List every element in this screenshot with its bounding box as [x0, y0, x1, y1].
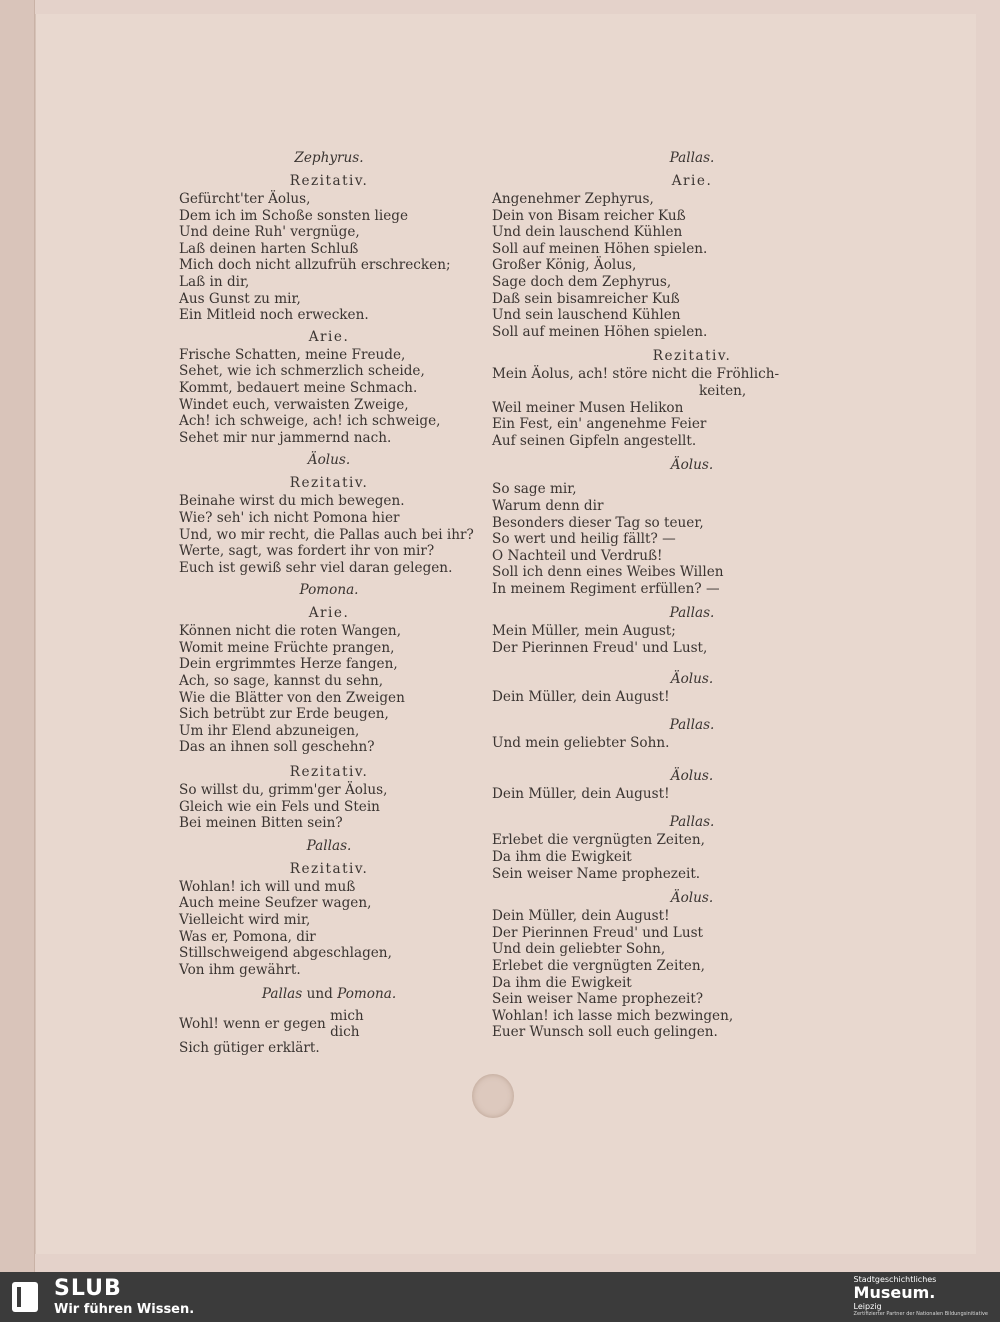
speaker-pallas: Pallas. [669, 717, 715, 734]
verse-line: Gefürcht'ter Äolus, [179, 191, 311, 207]
verse-line: Können nicht die roten Wangen, [179, 623, 402, 640]
verse-line: Erlebet die vergnügten Zeiten, [492, 832, 705, 849]
speaker-zephyrus: Zephyrus. [294, 150, 364, 166]
verse-line: Wie? seh' ich nicht Pomona hier [179, 509, 400, 526]
verse-line: Laß in dir, [179, 273, 250, 290]
verse-line: Mich doch nicht allzufrüh erschrecken; [179, 257, 451, 274]
verse-block [179, 879, 479, 979]
verse-line: Angenehmer Zephyrus, [492, 191, 654, 207]
verse-line: Wohlan! ich will und muß [179, 878, 356, 895]
verse-line: Und, wo mir recht, die Pallas auch bei ihr? [179, 526, 474, 543]
speaker-aeolus: Äolus. [670, 457, 714, 474]
right-column [492, 144, 812, 1041]
pronoun-options [330, 1008, 364, 1040]
verse-line: So willst du, grimm'ger Äolus, [179, 782, 388, 799]
verse-line: Der Pierinnen Freud' und Lust, [492, 640, 708, 657]
verse-line: Daß sein bisamreicher Kuß [492, 290, 680, 307]
verse-line: Aus Gunst zu mir, [179, 290, 301, 307]
slub-tagline: Wir führen Wissen. [54, 1302, 195, 1317]
embossed-seal [472, 1074, 514, 1118]
verse-line: Dem ich im Schoße sonsten liege [179, 207, 409, 224]
slub-brand[interactable]: SLUB [54, 1276, 122, 1301]
verse-line: Besonders dieser Tag so teuer, [492, 514, 704, 531]
speaker-aeolus: Äolus. [670, 767, 714, 784]
verse-line: Und dein geliebter Sohn, [492, 941, 666, 958]
verse-line: Von ihm gewährt. [179, 961, 301, 978]
verse-line: Sich gütiger erklärt. [179, 1040, 320, 1057]
option-mich: mich [330, 1008, 364, 1025]
verse-line: Da ihm die Ewigkeit [492, 974, 632, 991]
verse-block [179, 782, 479, 832]
verse-line: Um ihr Elend abzuneigen, [179, 722, 360, 739]
verse-block [492, 623, 812, 656]
verse-line: Ach! ich schweige, ach! ich schweige, [179, 413, 441, 430]
verse-line: Dein Müller, dein August! [492, 688, 670, 705]
verse-block [492, 832, 812, 882]
speaker-pomona: Pomona. [337, 986, 397, 1003]
verse-line: Sich betrübt zur Erde beugen, [179, 706, 389, 723]
verse-line: Sein weiser Name prophezeit? [492, 991, 704, 1008]
verse-line-continuation: keiten, [699, 382, 747, 399]
verse-line: Dein Müller, dein August! [492, 785, 670, 802]
verse-block [179, 191, 479, 324]
duet-line-with-options [179, 1008, 479, 1040]
option-dich: dich [330, 1024, 360, 1041]
verse-line: Wohlan! ich lasse mich bezwingen, [492, 1007, 734, 1024]
verse-line: Soll ich denn eines Weibes Willen [492, 564, 724, 581]
verse-block [492, 481, 812, 597]
museum-note: Zertifizierter Partner der Nationalen Bildungsinitiative [853, 1311, 988, 1317]
verse-line: Auf seinen Gipfeln angestellt. [492, 432, 697, 449]
museum-city: Leipzig [853, 1302, 882, 1311]
verse-line: Soll auf meinen Höhen spielen. [492, 323, 708, 340]
verse-line: Ein Fest, ein' angenehme Feier [492, 416, 707, 433]
verse-block [179, 623, 479, 756]
museum-top-line: Stadtgeschichtliches [853, 1275, 937, 1284]
verse-line: Mein Müller, mein August; [492, 623, 676, 640]
verse-line: Und sein lauschend Kühlen [492, 307, 681, 324]
verse-line: Dein ergrimmtes Herze fangen, [179, 656, 398, 673]
verse-line: In meinem Regiment erfüllen? — [492, 580, 720, 597]
verse-line: Dein Müller, dein August! [492, 908, 670, 925]
verse-line: Mein Äolus, ach! störe nicht die Fröhlich- [492, 366, 780, 383]
verse-line: Ach, so sage, kannst du sehn, [179, 673, 384, 690]
verse-line: Und deine Ruh' vergnüge, [179, 224, 360, 241]
verse-line: Stillschweigend abgeschlagen, [179, 945, 392, 962]
verse-line: Sage doch dem Zephyrus, [492, 273, 672, 290]
speaker-pallas: Pallas. [669, 605, 715, 622]
footer-bar [0, 1272, 1000, 1322]
previous-page-edge [0, 0, 35, 1272]
verse-line: Gleich wie ein Fels und Stein [179, 798, 380, 815]
verse-block [492, 908, 812, 1041]
verse-line: Auch meine Seufzer wagen, [179, 895, 372, 912]
verse-line: Das an ihnen soll geschehn? [179, 739, 375, 756]
speaker-duet [179, 984, 479, 1004]
verse-line: Vielleicht wird mir, [179, 912, 311, 928]
museum-logo[interactable] [854, 1275, 988, 1317]
verse-line: Sehet mir nur jammernd nach. [179, 429, 392, 446]
verse-line: Ein Mitleid noch erwecken. [179, 307, 369, 324]
speaker-aeolus: Äolus. [670, 670, 714, 687]
section-arie: Arie. [671, 173, 713, 189]
verse-line: Weil meiner Musen Helikon [492, 399, 684, 416]
verse-line: O Nachteil und Verdruß! [492, 547, 663, 564]
verse-line: Bei meinen Bitten sein? [179, 815, 343, 832]
verse-line: Frische Schatten, meine Freude, [179, 346, 406, 363]
section-rezitativ: Rezitativ. [289, 475, 369, 492]
verse-line: Soll auf meinen Höhen spielen. [492, 240, 708, 257]
speaker-pallas: Pallas [261, 986, 303, 1003]
verse-line: Kommt, bedauert meine Schmach. [179, 379, 418, 396]
museum-name: Museum. [853, 1283, 936, 1302]
section-rezitativ: Rezitativ. [652, 348, 732, 365]
verse-line: Was er, Pomona, dir [179, 928, 316, 945]
verse-line: Und dein lauschend Kühlen [492, 224, 683, 241]
verse-line: Sein weiser Name prophezeit. [492, 865, 701, 882]
verse-line: Warum denn dir [492, 497, 604, 514]
speaker-aeolus: Äolus. [670, 890, 714, 907]
verse-line: Sehet, wie ich schmerzlich scheide, [179, 363, 425, 380]
slub-logo-icon [12, 1282, 38, 1312]
verse-line: Großer König, Äolus, [492, 257, 637, 274]
verse-block [179, 493, 479, 576]
verse-line: Beinahe wirst du mich bewegen. [179, 493, 405, 510]
verse-line: So sage mir, [492, 481, 577, 498]
section-arie: Arie. [308, 328, 350, 345]
section-rezitativ: Rezitativ. [289, 860, 369, 877]
verse-line: So wert und heilig fällt? — [492, 531, 676, 548]
section-rezitativ: Rezitativ. [289, 173, 369, 189]
speaker-pallas: Pallas. [669, 814, 715, 831]
verse-line: Euch ist gewiß sehr viel daran gelegen. [179, 559, 453, 576]
speaker-aeolus: Äolus. [307, 452, 351, 469]
verse-line: Windet euch, verwaisten Zweige, [179, 396, 409, 413]
verse-line: Und mein geliebter Sohn. [492, 735, 670, 752]
speaker-pomona: Pomona. [299, 582, 359, 599]
verse-line: Euer Wunsch soll euch gelingen. [492, 1024, 718, 1041]
verse-block [492, 191, 812, 340]
verse-line: Wie die Blätter von den Zweigen [179, 689, 405, 706]
verse-line: Erlebet die vergnügten Zeiten, [492, 958, 705, 974]
section-rezitativ: Rezitativ. [289, 764, 369, 781]
verse-line: Dein von Bisam reicher Kuß [492, 207, 686, 224]
speaker-pallas: Pallas. [306, 837, 352, 854]
verse-line: Laß deinen harten Schluß [179, 240, 359, 257]
verse-line: Der Pierinnen Freud' und Lust [492, 924, 704, 941]
left-column [179, 144, 479, 1057]
verse-line: Wohl! wenn er gegen [179, 1016, 326, 1033]
conjunction: und [306, 986, 333, 1003]
verse-line: Womit meine Früchte prangen, [179, 639, 395, 656]
speaker-pallas: Pallas. [669, 150, 715, 166]
verse-block [492, 366, 812, 449]
section-arie: Arie. [308, 605, 350, 622]
verse-block [179, 347, 479, 447]
verse-line: Da ihm die Ewigkeit [492, 849, 632, 866]
verse-line: Werte, sagt, was fordert ihr von mir? [179, 543, 435, 560]
